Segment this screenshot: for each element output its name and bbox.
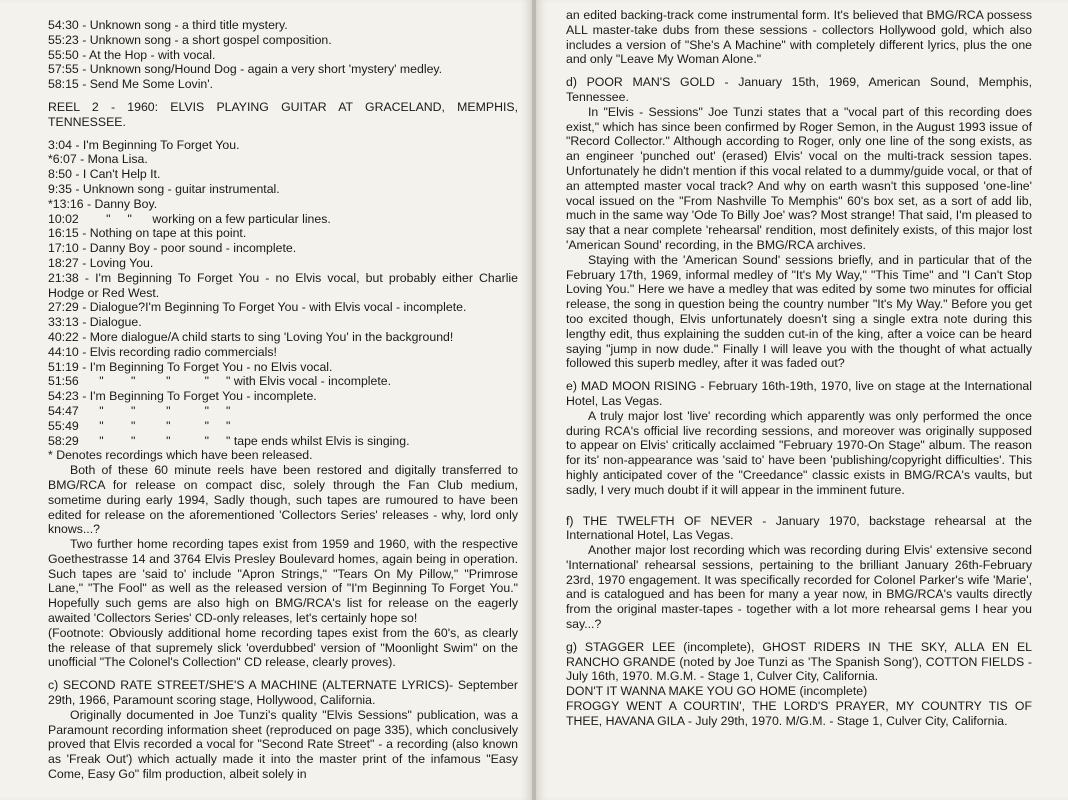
track-line: 55:49 " " " " " [48,418,231,433]
track-line: 40:22 - More dialogue/A child starts to sing 'Loving You' in the background! [48,329,454,344]
track-line: 17:10 - Danny Boy - poor sound - incomplete. [48,241,297,256]
section-e-paragraph: A truly major lost 'live' recording which apparently was only performed the once during RCA's official live recording sessions, and moreover was originally supposed to appear on Elvis' critically acclaimed "February 1970-On Stage" album. The reason for its' non-appearance was 'said to' have been 'publishing/copyright difficulties'. This highly anticipated cover of the "Creedance" classic exists in BMG/RCA's vaults, but sadly, I very much doubt if it will appear in the imminent future. [566,408,1032,497]
right-column [566,8,1032,729]
track-list-reel-2 [48,138,518,449]
section-c-paragraph: Originally documented in Joe Tunzi's quality "Elvis Sessions" publication, was a Paramount recording information sheet (reproduced on page 335), which conclusively proved that Elvis recorded a vocal for "Second Rate Street" - a recording (also known as 'Freak Out') which actually made it into the master print of the infamous "Easy Come, Easy Go" film production, albeit solely in [48,707,518,782]
footnote-paragraph: (Footnote: Obviously additional home recording tapes exist from the 60's, as clearly the release of that supremely slick 'overdubbed' version of "Moonlight Swim" on the unofficial "The Colonel's Collection" CD release, clearly proves). [48,625,518,670]
track-line: 51:56 " " " " " with Elvis vocal - incomplete. [48,374,392,389]
track-line: 57:55 - Unknown song/Hound Dog - again a very short 'mystery' medley. [48,62,443,77]
section-d-paragraph: Staying with the 'American Sound' sessions briefly, and in particular that of the February 17th, 1969, informal medley of "It's My Way," "This Time" and "I Can't Stop Loving You." Here we have a medley that was edited by some two minutes for official release, the song in question being the country number "It's My Way." Before you get too excited though, Elvis unfortunately doesn't sing a single extra note during this lengthy edit, thus explaining the sudden cut-in of the king, after a voice can be heard saying "jump in now dude." Finally I will leave you with the thought of what actually followed this superb medley, after it was faded out? [566,252,1032,371]
section-d-heading: d) POOR MAN'S GOLD - January 15th, 1969, American Sound, Memphis, Tennessee. [566,75,1032,104]
track-line: 3:04 - I'm Beginning To Forget You. [48,137,240,152]
track-line: 18:27 - Loving You. [48,255,154,270]
body-paragraph: Two further home recording tapes exist from 1959 and 1960, with the respective Goethestrasse 14 and 3764 Elvis Presley Boulevard homes, again being in operation. Such tapes are 'said to' include "Apron Strings," "Tears On My Pillow," "Primrose Lane," "The Fool" as well as the released version of "I'm Beginning To Forget You." Hopefully such gems are also high on BMG/RCA's list for release on the eagerly awaited 'Collectors Series' CD-only releases, let's certainly hope so! [48,537,518,626]
section-c-heading: c) SECOND RATE STREET/SHE'S A MACHINE (ALTERNATE LYRICS)- September 29th, 1966, Paramount scoring stage, Hollywood, California. [48,678,518,708]
track-line: 54:23 - I'm Beginning To Forget You - incomplete. [48,389,317,404]
track-line: 58:29 " " " " " tape ends whilst Elvis is singing. [48,433,410,448]
right-page [536,0,1068,800]
track-line: 54:30 - Unknown song - a third title mystery. [48,18,288,32]
track-line: 16:15 - Nothing on tape at this point. [48,226,247,241]
track-line: 55:23 - Unknown song - a short gospel composition. [48,32,332,47]
track-line: 54:47 " " " " " [48,403,231,418]
track-line: 10:02 " " working on a few particular lines. [48,211,331,226]
left-page [0,0,532,800]
section-f-heading: f) THE TWELFTH OF NEVER - January 1970, backstage rehearsal at the International Hotel, Las Vegas. [566,513,1032,543]
section-g-line: DON'T IT WANNA MAKE YOU GO HOME (incomplete) [566,684,868,699]
track-line: 51:19 - I'm Beginning To Forget You - no Elvis vocal. [48,359,333,374]
section-d-paragraph: In "Elvis - Sessions" Joe Tunzi states that a "vocal part of this recording does exist," which has since been confirmed by Roger Semon, in the August 1993 issue of "Record Collector." Although according to Roger, only one line of the song exists, as an engineer 'punched out' (erased) Elvis' vocal on the multi-track session tapes. Unfortunately he didn't mention if this vocal related to a dummy/guide vocal, or that of an attempted master vocal track? And why on earth wasn't this supposed 'one-line' vocal issued on the "From Nashville To Memphis" 60's box set, as a sort of add lib, much in the same way 'Ode To Billy Joe' was? Most strange! That said, I'm pleased to say that a near complete 'rehearsal' rendition, most definitely exists, of this major lost 'American Sound' recording, in the BMG/RCA archives. [566,104,1032,252]
track-line: 44:10 - Elvis recording radio commercials! [48,344,277,359]
section-f-paragraph: Another major lost recording which was recording during Elvis' extensive second 'International' rehearsal sessions, pertaining to the brilliant January 26th-February 23rd, 1970 engagement. It was specifically recorded for Colonel Parker's wife 'Marie', and is catalogued and has been for many a year now, in BMG/RCA's vaults directly from the original master-tapes - together with a lot more rehearsal gems I hear you say...? [566,543,1032,632]
section-e-heading: e) MAD MOON RISING - February 16th-19th, 1970, live on stage at the International Hotel, Las Vegas. [566,379,1032,408]
track-line: 55:50 - At the Hop - with vocal. [48,47,216,62]
track-line: 9:35 - Unknown song - guitar instrumental. [48,181,280,196]
continued-paragraph: an edited backing-track come instrumental form. It's believed that BMG/RCA possess ALL master-take dubs from these sessions - collectors Hollywood gold, which also includes a version of "She's A Machine" with completely different lyrics, plus the one and only "Leave My Woman Alone." [566,8,1032,67]
track-line: *13:16 - Danny Boy. [48,196,158,211]
section-g-line: FROGGY WENT A COURTIN', THE LORD'S PRAYER, MY COUNTRY TIS OF THEE, HAVANA GILA - July 29th, 1970. M/G.M. - Stage 1, Culver City, California. [566,699,1032,728]
left-column [48,18,518,782]
track-line: 33:13 - Dialogue. [48,315,142,330]
track-line: 58:15 - Send Me Some Lovin'. [48,77,214,92]
released-footnote: * Denotes recordings which have been released. [48,448,313,463]
track-list-reel-1 [48,18,518,92]
reel-2-heading: REEL 2 - 1960: ELVIS PLAYING GUITAR AT GRACELAND, MEMPHIS, TENNESSEE. [48,99,518,129]
body-paragraph: Both of these 60 minute reels have been restored and digitally transferred to BMG/RCA for release on compact disc, solely through the Fan Club medium, sometime during early 1994, Sadly though, such tapes are rumoured to have been edited for release on the aforementioned 'Collectors Series' releases - why, lord only knows...? [48,463,518,537]
track-line: *6:07 - Mona Lisa. [48,152,148,167]
track-line: 27:29 - Dialogue?I'm Beginning To Forget You - with Elvis vocal - incomplete. [48,300,467,315]
track-line: 21:38 - I'm Beginning To Forget You - no Elvis vocal, but probably either Charlie Hodge or Red West. [48,270,518,300]
section-g-heading: g) STAGGER LEE (incomplete), GHOST RIDERS IN THE SKY, ALLA EN EL RANCHO GRANDE (noted by Joe Tunzi as 'The Spanish Song'), COTTON FIELDS - July 16th, 1970. M.G.M. - Stage 1, Culver City, California. [566,639,1032,684]
track-line: 8:50 - I Can't Help It. [48,167,161,182]
